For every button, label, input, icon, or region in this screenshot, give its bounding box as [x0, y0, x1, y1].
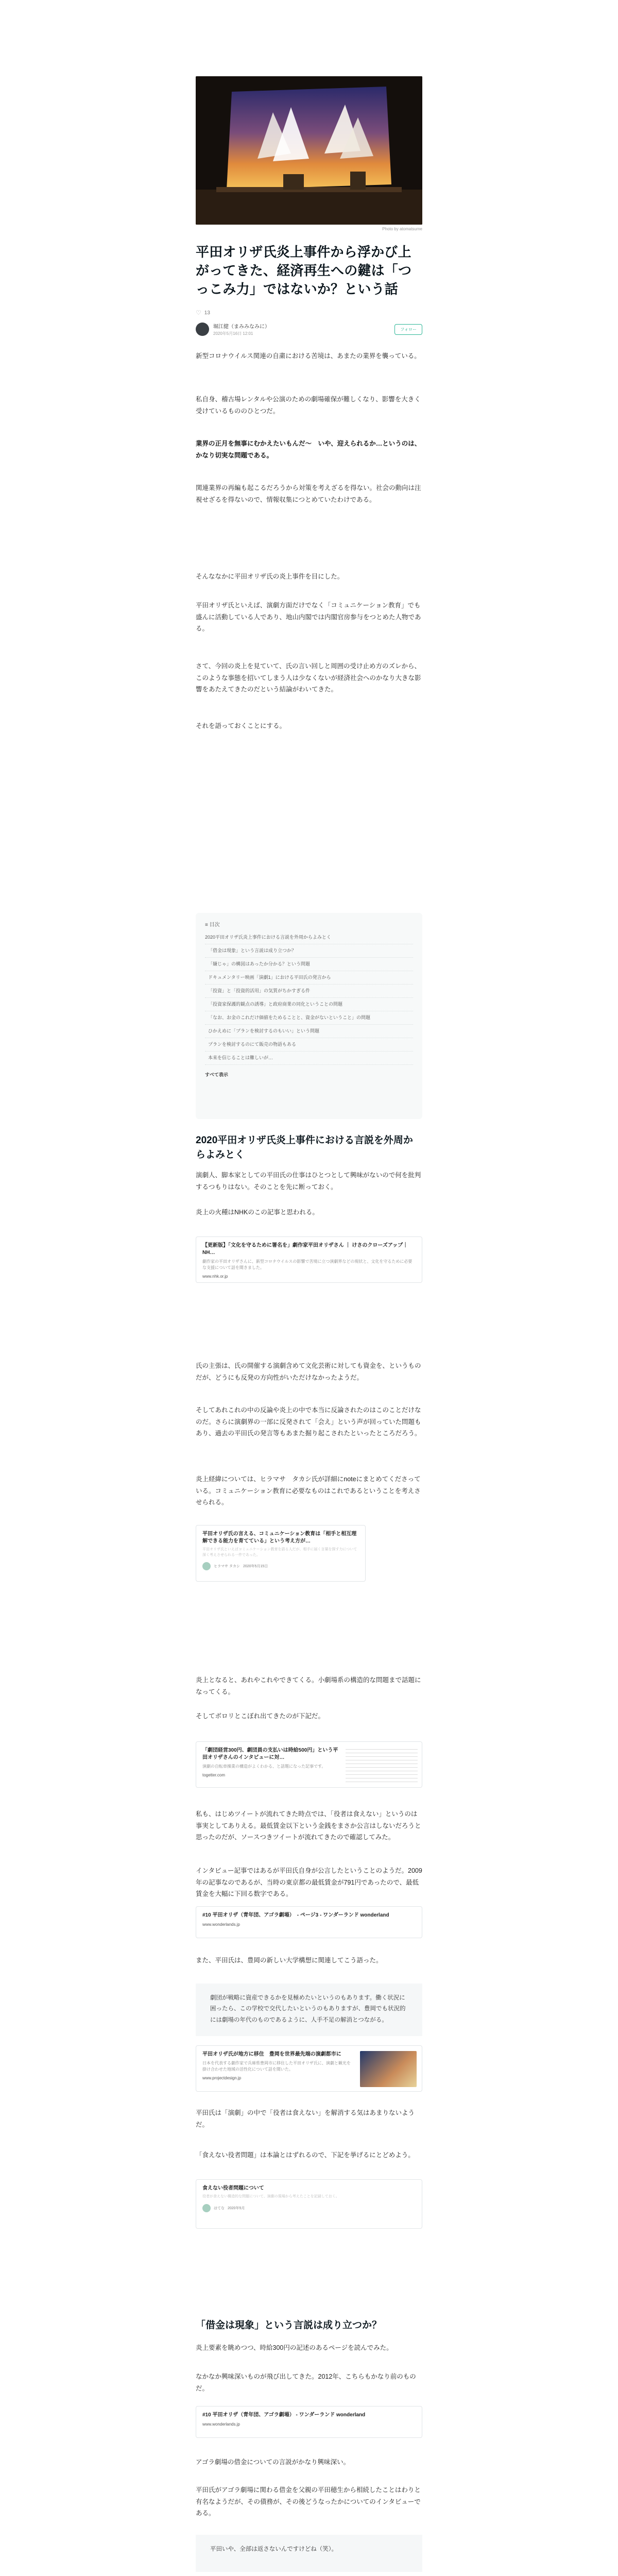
- paragraph: 「食えない役者問題」は本論とはずれるので、下記を挙げるにとどめよう。: [196, 2151, 415, 2159]
- link-card-url: www.projectdesign.jp: [202, 2076, 242, 2080]
- stage-illustration: [196, 76, 422, 225]
- link-card-description: 演劇の自転車操業の構造がよくわかる、と話題になった記事です。: [202, 1764, 326, 1769]
- hero-image: [196, 76, 422, 225]
- link-card[interactable]: [196, 2045, 422, 2092]
- embed-description: 平田オリザ氏といえばコミュニケーション教育を語る人だが、相手に届く言葉を探す力について深く考えさせられる一件であった。: [202, 1548, 357, 1557]
- paragraph: 新型コロナウイルス関連の自粛における苦境は、あまたの業界を襲っている。: [196, 352, 421, 360]
- heart-icon[interactable]: ♡: [196, 309, 201, 316]
- toc-item[interactable]: 「投資」と「投資的活用」の気質がちかすぎる件: [205, 985, 413, 998]
- toc-item[interactable]: ドキュメンタリー映画「演劇1」における平田氏の発言から: [205, 971, 413, 985]
- paragraph: 平田氏は「演劇」の中で「役者は食えない」を解消する気はあまりないようだ。: [196, 2109, 415, 2128]
- toc-item[interactable]: 「なお、お金のこれだけ価値をためることと、資金がないということ」の問題: [205, 1011, 413, 1025]
- paragraph: 関連業界の再編も起こるだろうから対策を考えざるを得ない。社会の動向は注視せざるを得ないので、情報収集につとめていたわけである。: [196, 484, 421, 503]
- paragraph: インタビュー記事ではあるが平田氏自身が公言したということのようだ。2009年の記事なのであるが、当時の東京都の最低賃金が791円であったので、最低賃金を大幅に下回る数字である。: [196, 1867, 422, 1897]
- embed-description: 役者が食えない構造的な問題について、演劇の現場から考えたことを記録しておく。: [202, 2195, 339, 2198]
- bold-text: 業界の正月を無事にむかえたいもんだ〜 いや、迎えられるか…というのは、かなり切実な問題である。: [196, 440, 421, 459]
- toc-item[interactable]: 「嫌じゃ」の構図はあったか分かる？という問題: [205, 958, 413, 971]
- author-row: [196, 320, 422, 338]
- author-name[interactable]: 堀江健（まみみなみに）: [213, 324, 270, 330]
- link-card[interactable]: [196, 2406, 422, 2438]
- link-card-url: togetter.com: [202, 1773, 226, 1777]
- blockquote: 平田いや、全部は返さないんですけどね（笑）。: [196, 2535, 422, 2572]
- paragraph: そしてあれこれの中の反論や炎上の中で本当に反論されたのはこのことだけなのだ。さらに演劇界の一部に反発されて「会え」という声が回っていた問題もあり、過去の平田氏の発言等もあまた掘り起こされたといったところだろう。: [196, 1406, 421, 1437]
- table-of-contents: [196, 913, 422, 1119]
- article-title: 平田オリザ氏炎上事件から浮かび上がってきた、経済再生への鍵は「つっこみ力」ではないか？という話: [196, 244, 412, 297]
- toc-item[interactable]: ひかえめに「プランを検討するのもいい」という問題: [205, 1025, 413, 1038]
- like-counter[interactable]: [196, 309, 422, 316]
- paragraph: そんななかに平田オリザ氏の炎上事件を目にした。: [196, 573, 344, 580]
- link-card[interactable]: [196, 1236, 422, 1283]
- list-icon: ≡: [205, 922, 208, 928]
- section-heading: 「借金は現象」という言説は成り立つか？: [196, 2320, 382, 2331]
- toc-show-all-button[interactable]: すべて表示: [205, 1072, 228, 1077]
- toc-item[interactable]: プランを検討するのにて販売の物語もある: [205, 1038, 413, 1052]
- link-card-description: 劇作家の平田オリザさんに、新型コロナウイルスの影響で苦境に立つ演劇界などの現状と、文化を守るために必要な支援について話を聞きました。: [202, 1259, 413, 1270]
- embed-title: 平田オリザ氏の言える、コミュニケーション教育は「相手と相互理解できる能力を育てている」という考え方が…: [202, 1531, 357, 1544]
- paragraph: また、平田氏は、豊岡の新しい大学構想に関連してこう語った。: [196, 1957, 383, 1964]
- link-card-thumbnail: [360, 2051, 417, 2087]
- embed-user: はてな 2020年5月: [202, 2204, 416, 2212]
- toc-item[interactable]: 本来を信じることは難しいが…: [205, 1052, 413, 1065]
- link-card[interactable]: [196, 1906, 422, 1938]
- paragraph: 炎上となると、あれやこれやできてくる。小劇場系の構造的な問題まで話題になってくる。: [196, 1676, 421, 1696]
- toc-item[interactable]: 2020平田オリザ氏炎上事件における言説を外周からよみとく: [205, 931, 413, 944]
- blog-embed-card[interactable]: [196, 2179, 422, 2229]
- paragraph: 演劇人、脚本家としての平田氏の仕事はひとつとして興味がないので何を批判するつもりはない。そのことを先に断っておく。: [196, 1172, 421, 1191]
- avatar[interactable]: [196, 323, 209, 336]
- paragraph: 平田氏がアゴラ劇場に関わる借金を父親の平田穂生から相続したことはわりと有名なようだが、その債務が、その後どうなったかについてのインタビューである。: [196, 2486, 421, 2517]
- paragraph: 私自身、稽古場レンタルや公演のための劇場確保が難しくなり、影響を大きく受けているもののひとつだ。: [196, 396, 421, 415]
- avatar: [202, 2204, 211, 2212]
- toc-item[interactable]: 「借金は現象」という言説は成り立つか？: [205, 944, 413, 958]
- paragraph: 平田オリザ氏といえば、演劇方面だけでなく「コミュニケーション教育」でも盛んに活動している人であり、地山内閣では内閣官房参与をつとめた人物である。: [196, 602, 421, 632]
- paragraph: 私も、はじめツイートが流れてきた時点では、「役者は食えない」というのは事実としてありえる。最低賃金以下という金銭をまさか公言はしないだろうと思ったのだが、ソースつきツイートが流れてきたので確認してみた。: [196, 1810, 421, 1841]
- note-embed-card[interactable]: [196, 1525, 366, 1582]
- link-card-thumbnail: [346, 1746, 418, 1783]
- link-card-description: 日本を代表する劇作家で兵庫県豊岡市に移住した平田オリザ氏に、演劇と観光を掛け合わせた地域の活性化について話を聞いた。: [202, 2061, 351, 2072]
- embed-title: 食えない役者問題について: [202, 2185, 264, 2191]
- like-count: 13: [204, 310, 210, 316]
- blockquote: 劇団が戦略に資産できるかを見極めたいというのもあります。働く状況に困ったら、この学校で交代したいというのもありますが、豊岡でも状況的には劇場の年代のものであるように、人手不足の解消とつながる。: [196, 1984, 422, 2036]
- link-card-title: #10 平田オリザ（青年団、アゴラ劇場） - ページ3 - ワンダーランド wonderland: [202, 1912, 389, 1918]
- paragraph: 炎上経緯については、ヒラマサ タカシ氏が詳細にnoteにまとめてくださっている。コミュニケーション教育に必要なものはこれであるということを考えさせられる。: [196, 1476, 421, 1506]
- link-card-togetter[interactable]: [196, 1741, 422, 1788]
- paragraph: アゴラ劇場の借金についての言説がかなり興味深い。: [196, 2459, 350, 2466]
- toc-heading: ≡ 目次: [205, 922, 220, 928]
- paragraph: [196, 438, 422, 461]
- paragraph: それを語っておくことにする。: [196, 722, 286, 730]
- paragraph: なかなか興味深いものが飛び出してきた。2012年、こちらもかなり前のものだ。: [196, 2373, 416, 2392]
- embed-user: ヒラマサ タカシ 2020年5月15日: [202, 1562, 359, 1570]
- paragraph: そしてボロリとこぼれ出てきたのが下記だ。: [196, 1713, 325, 1720]
- link-card-url: www.wonderlands.jp: [202, 1922, 240, 1927]
- link-card-title: 平田オリザ氏が地方に移住 豊岡を世界最先端の演劇都市に: [202, 2052, 341, 2057]
- publish-date: 2020年5月16日 12:01: [213, 331, 253, 336]
- link-card-url: www.wonderlands.jp: [202, 2422, 240, 2427]
- follow-button[interactable]: フォロー: [394, 324, 422, 335]
- toc-item[interactable]: 「投資家保護的観点の誘導」と政府商業の同化ということの問題: [205, 998, 413, 1011]
- section-heading: 2020平田オリザ氏炎上事件における言説を外周からよみとく: [196, 1135, 413, 1160]
- photo-credit: Photo by atomatsume: [382, 227, 422, 231]
- link-card-url: www.nhk.or.jp: [202, 1274, 228, 1279]
- avatar: [202, 1562, 211, 1570]
- link-card-title: 「劇団経営300円、劇団員の支払いは時給500円」という平田オリザさんのインタビューに対…: [202, 1748, 338, 1760]
- paragraph: さて、今回の炎上を見ていて、氏の言い回しと周囲の受け止め方のズレから、このような事態を招いてしまう人は少なくないが経済社会へのかなり大きな影響をあたえてきたのだという結論がわいてきた。: [196, 663, 421, 693]
- link-card-title: #10 平田オリザ（青年団、アゴラ劇場） - ワンダーランド wonderland: [202, 2412, 366, 2418]
- paragraph: 氏の主張は、氏の開催する演劇含めて文化芸術に対しても資金を、というものだが、どうにも反発の方向性がいただけなかったようだ。: [196, 1362, 421, 1381]
- paragraph: 炎上の火種はNHKのこの記事と思われる。: [196, 1209, 319, 1216]
- link-card-title: 【更新版】「文化を守るために署名を」劇作家平田オリザさん ｜ けさのクローズアップ｜NH…: [202, 1243, 408, 1256]
- paragraph: 炎上要素を眺めつつ、時給300円の記述のあるページを読んでみた。: [196, 2344, 393, 2351]
